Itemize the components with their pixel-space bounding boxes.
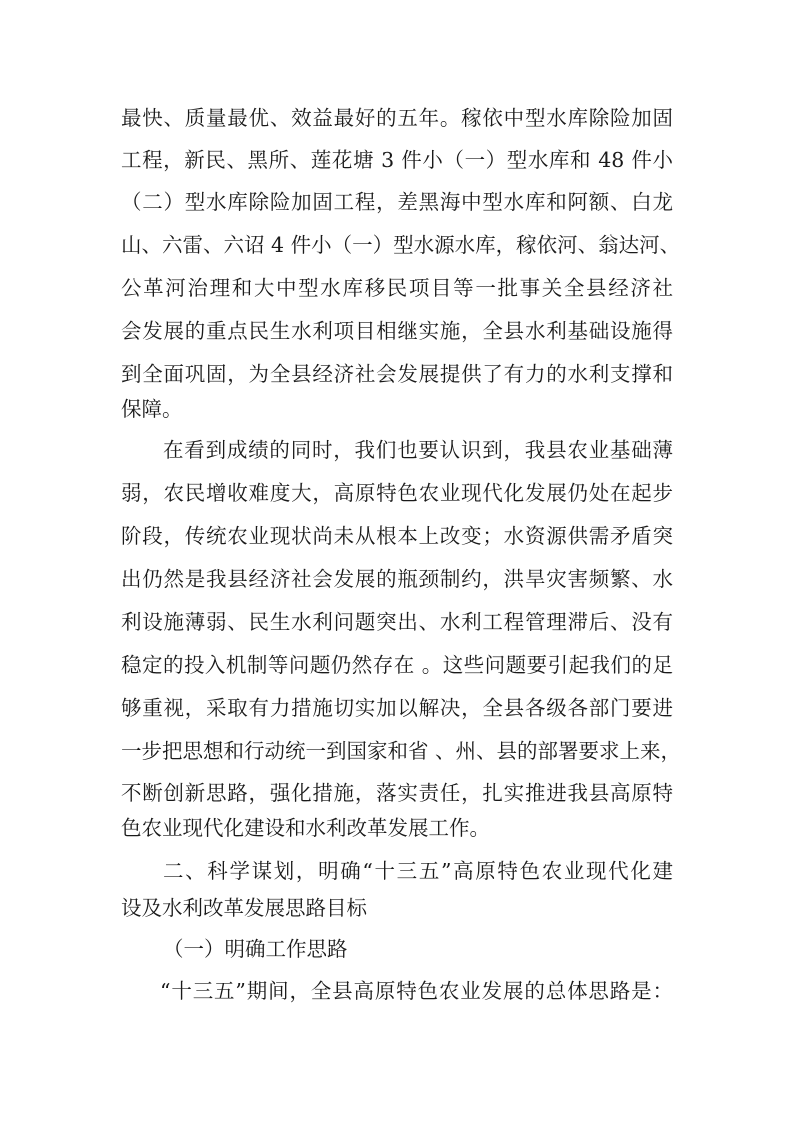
body-text-line: 出仍然是我县经济社会发展的瓶颈制约，洪旱灾害频繁、水 — [121, 567, 673, 591]
subsection-heading: （一）明确工作思路 — [163, 937, 348, 961]
body-text-line: 山、六雷、六诏 4 件小（一）型水源水库，稼依河、翁达河、 — [121, 233, 681, 257]
paragraph-first-line: “十三五”期间，全县高原特色农业发展的总体思路是： — [160, 979, 673, 1003]
body-text-line: 够重视，采取有力措施切实加以解决，全县各级各部门要进 — [121, 696, 673, 720]
body-text-line: 到全面巩固，为全县经济社会发展提供了有力的水利支撑和 — [121, 362, 673, 386]
body-text-line: 最快、质量最优、效益最好的五年。稼依中型水库除险加固 — [121, 106, 673, 130]
body-text-line: 会发展的重点民生水利项目相继实施，全县水利基础设施得 — [121, 319, 673, 343]
body-text-line: （二）型水库除险加固工程，差黑海中型水库和阿额、白龙 — [121, 190, 673, 214]
body-text-line: 稳定的投入机制等问题仍然存在 。这些问题要引起我们的足 — [121, 653, 673, 677]
body-text-line: 保障。 — [121, 397, 183, 421]
body-text-line: 弱，农民增收难度大，高原特色农业现代化发展仍处在起步 — [121, 481, 673, 505]
body-text-line: 不断创新思路，强化措施，落实责任，扎实推进我县高原特 — [121, 781, 673, 805]
body-text-line: 阶段，传统农业现状尚未从根本上改变；水资源供需矛盾突 — [121, 524, 673, 548]
section-heading-line: 设及水利改革发展思路目标 — [121, 896, 367, 920]
paragraph-first-line: 在看到成绩的同时，我们也要认识到，我县农业基础薄 — [163, 438, 673, 462]
body-text-line: 工程，新民、黑所、莲花塘 3 件小（一）型水库和 48 件小 — [121, 148, 673, 172]
body-text-line: 公革河治理和大中型水库移民项目等一批事关全县经济社 — [121, 276, 673, 300]
body-text-line: 利设施薄弱、民生水利问题突出、水利工程管理滞后、没有 — [121, 610, 673, 634]
body-text-line: 一步把思想和行动统一到国家和省 、州、县的部署要求上来， — [121, 739, 682, 763]
body-text-line: 色农业现代化建设和水利改革发展工作。 — [121, 816, 490, 840]
section-heading-line: 二、科学谋划，明确“十三五”高原特色农业现代化建 — [163, 859, 673, 883]
